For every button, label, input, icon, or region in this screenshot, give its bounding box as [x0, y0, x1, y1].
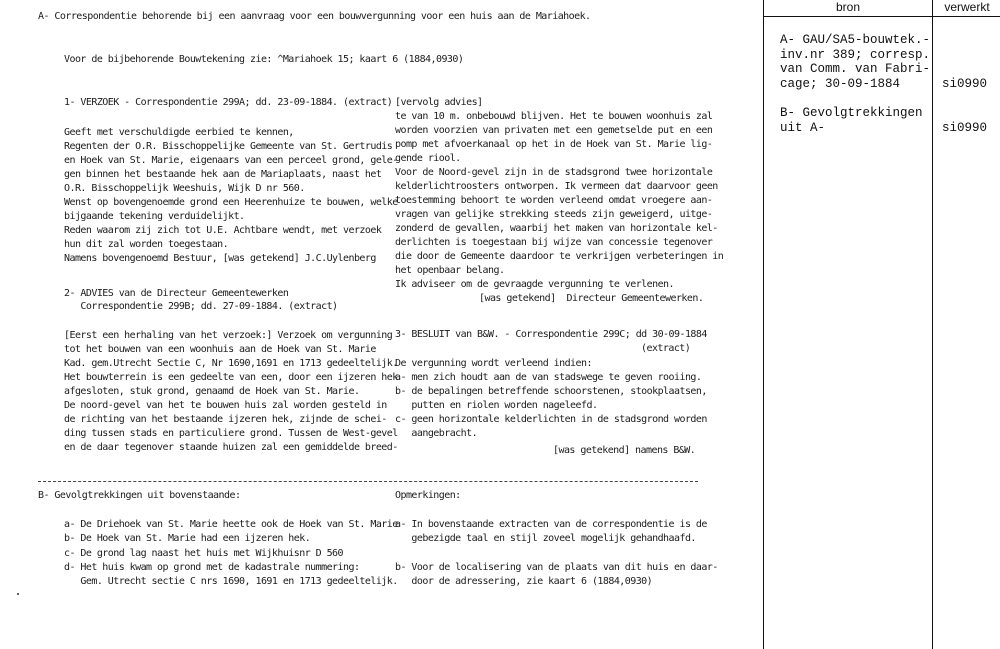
section-divider	[38, 481, 698, 482]
text-line: die door de Gemeente daardoor te verkrijgen verbeteringen in	[395, 251, 724, 262]
text-line: putten en riolen worden nageleefd.	[395, 400, 598, 411]
panel-border-middle	[932, 0, 933, 649]
text-line: en Hoek van St. Marie, eigenaars van een perceel grond, gele-	[64, 155, 398, 166]
source-entry-a: A- GAU/SA5-bouwtek.- inv.nr 389; corresp. van Comm. van Fabri- cage; 30-09-1884	[780, 33, 931, 91]
text-line: ding tussen stads en particuliere grond. Tussen de West-gevel	[64, 428, 398, 439]
section-1-title: 1- VERZOEK - Correspondentie 299A; dd. 23-09-1884. (extract)	[64, 97, 393, 108]
text-line: gende riool.	[395, 153, 461, 164]
text-line: (extract)	[641, 343, 691, 354]
text-line: O.R. Bisschoppelijk Weeshuis, Wijk D nr 560.	[64, 183, 305, 194]
text-line: het openbaar belang.	[395, 265, 505, 276]
text-line: bijgaande tekening verduidelijkt.	[64, 211, 245, 222]
text-line: [Eerst een herhaling van het verzoek:] Verzoek om vergunning	[64, 330, 393, 341]
section-b-title: B- Gevolgtrekkingen uit bovenstaande:	[38, 490, 241, 501]
remarks-title: Opmerkingen:	[395, 490, 461, 501]
section-3-title: 3- BESLUIT van B&W. - Correspondentie 299C; dd 30-09-1884	[395, 329, 707, 340]
source-entry-b-code: si0990	[942, 121, 988, 135]
text-line: gen binnen het bestaande hek aan de Mariaplaats, naast het	[64, 169, 382, 180]
text-line: Ik adviseer om de gevraagde vergunning te verlenen.	[395, 279, 674, 290]
text-line: Namens bovengenoemd Bestuur, [was getekend] J.C.Uylenberg	[64, 253, 376, 264]
source-entry-a-code: si0990	[942, 77, 988, 91]
header-bron: bron	[835, 0, 861, 14]
text-line: tot het bouwen van een woonhuis aan de Hoek van St. Marie	[64, 344, 376, 355]
list-item: c- De grond lag naast het huis met Wijkhuisnr D 560	[64, 548, 343, 559]
text-line: Regenten der O.R. Bisschoppelijke Gemeente van St. Gertrudis	[64, 141, 393, 152]
text-line: De noord-gevel van het te bouwen huis zal worden gesteld in	[64, 400, 387, 411]
text-line: te van 10 m. onbebouwd blijven. Het te bouwen woonhuis zal	[395, 111, 713, 122]
text-line: De vergunning wordt verleend indien:	[395, 358, 592, 369]
list-item: a- In bovenstaande extracten van de correspondentie is de	[395, 519, 707, 530]
panel-border-left	[763, 0, 764, 649]
source-entry-b: B- Gevolgtrekkingen uit A-	[780, 106, 923, 135]
text-line: kelderlichtroosters ontworpen. Ik vermeen dat daarvoor geen	[395, 181, 718, 192]
text-line: Reden waarom zij zich tot U.E. Achtbare wendt, met verzoek	[64, 225, 382, 236]
signature-line: [was getekend] Directeur Gemeentewerken.	[479, 293, 704, 304]
text-line: b- de bepalingen betreffende schoorstenen, stookplaatsen,	[395, 386, 707, 397]
text-line: aangebracht.	[395, 428, 478, 439]
drawing-reference: Voor de bijbehorende Bouwtekening zie: ^Mariahoek 15; kaart 6 (1884,0930)	[64, 54, 464, 65]
text-line: Correspondentie 299B; dd. 27-09-1884. (extract)	[64, 301, 338, 312]
text-line: c- geen horizontale kelderlichten in de stadsgrond worden	[395, 414, 707, 425]
signature-line: [was getekend] namens B&W.	[553, 445, 696, 456]
list-item: gebezigde taal en stijl zoveel mogelijk gehandhaafd.	[395, 533, 696, 544]
text-line: worden voorzien van privaten met een gemetselde put en een	[395, 125, 713, 136]
list-item: b- De Hoek van St. Marie had een ijzeren hek.	[64, 533, 311, 544]
section-2-title: 2- ADVIES van de Directeur Gemeentewerken	[64, 288, 289, 299]
text-line: Wenst op bovengenoemde grond een Heerenhuize te bouwen, welke	[64, 197, 398, 208]
list-item: d- Het huis kwam op grond met de kadastrale nummering:	[64, 562, 360, 573]
text-line: Kad. gem.Utrecht Sectie C, Nr 1690,1691 en 1713 gedeeltelijk.	[64, 358, 398, 369]
text-line: afgesloten, stuk grond, genaamd de Hoek van St. Marie.	[64, 386, 360, 397]
text-line: en de daar tegenover staande huizen zal een gemiddelde breed-	[64, 442, 398, 453]
text-line: derlichten is toegestaan bij wijze van concessie tegenover	[395, 237, 713, 248]
header-verwerkt: verwerkt	[944, 0, 990, 14]
margin-dot	[17, 593, 19, 595]
list-item: b- Voor de localisering van de plaats van dit huis en daar-	[395, 562, 718, 573]
text-line: zonderd de gevallen, waarbij het maken van horizontale kel-	[395, 223, 718, 234]
text-line: Voor de Noord-gevel zijn in de stadsgrond twee horizontale	[395, 167, 713, 178]
text-line: de richting van het bestaande ijzeren hek, zijnde de schei-	[64, 414, 387, 425]
list-item: door de adressering, zie kaart 6 (1884,0930)	[395, 576, 653, 587]
text-line: vragen van gelijke strekking steeds zijn geweigerd, uitge-	[395, 209, 713, 220]
text-line: hun dit zal worden toegestaan.	[64, 239, 229, 250]
list-item: Gem. Utrecht sectie C nrs 1690, 1691 en 1713 gedeeltelijk.	[64, 576, 398, 587]
list-item: a- De Driehoek van St. Marie heette ook de Hoek van St. Marie	[64, 519, 398, 530]
text-line: Geeft met verschuldigde eerbied te kennen,	[64, 127, 294, 138]
text-line: pomp met afvoerkanaal op het in de Hoek van St. Marie lig-	[395, 139, 713, 150]
document-heading: A- Correspondentie behorende bij een aanvraag voor een bouwvergunning voor een huis aan de Mariahoek.	[38, 11, 591, 22]
text-line: toestemming behoort te worden verleend omdat vroegere aan-	[395, 195, 713, 206]
text-line: a- men zich houdt aan de van stadswege te geven rooiing.	[395, 372, 702, 383]
panel-header-rule	[763, 16, 1000, 17]
continued-advice-label: [vervolg advies]	[395, 97, 483, 108]
text-line: Het bouwterrein is een gedeelte van een, door een ijzeren hek	[64, 372, 398, 383]
